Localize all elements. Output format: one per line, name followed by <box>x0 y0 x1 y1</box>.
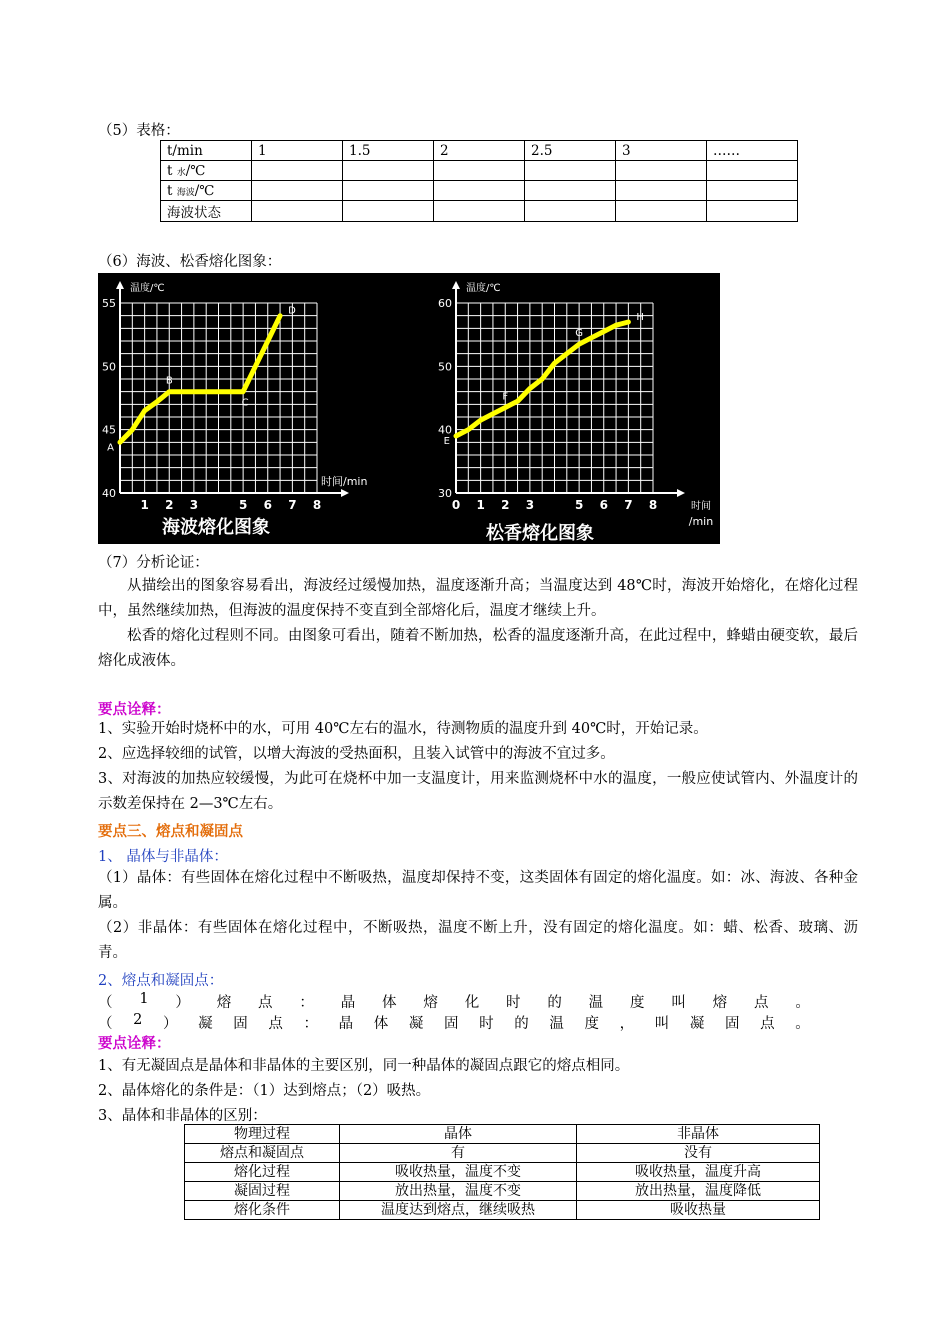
definition-char: 温 <box>549 1016 564 1032</box>
freezing-point-definition <box>98 1012 810 1033</box>
definition-char: 的 <box>547 995 562 1011</box>
x-tick-label: 8 <box>648 498 658 512</box>
point-label: C <box>241 397 249 409</box>
noncrystal-definition: （2）非晶体：有些固体在熔化过程中，不断吸热，温度不断上升，没有固定的熔化温度。如：蜡、松香、玻璃、沥青。 <box>98 920 858 961</box>
table-row <box>185 1182 820 1201</box>
table-cell: 熔点和凝固点 <box>185 1144 340 1163</box>
x-axis-label: /min <box>688 515 714 528</box>
table-row <box>161 161 798 181</box>
point-label: D <box>288 305 296 317</box>
point-label: G <box>575 328 583 340</box>
table-cell: 有 <box>340 1144 577 1163</box>
definition-char: 熔 <box>423 995 438 1011</box>
y-tick-label: 45 <box>102 423 116 437</box>
row-label: 海波状态 <box>161 201 252 222</box>
definition-char: 2 <box>133 1012 143 1028</box>
x-axis-arrow <box>677 489 685 497</box>
definition-char: 体 <box>373 1016 389 1032</box>
table-row <box>185 1163 820 1182</box>
melting-charts-figure <box>98 273 720 544</box>
key-note-item: 3、晶体和非晶体的区别： <box>98 1108 267 1124</box>
definition-char: （ <box>98 1016 113 1032</box>
definition-char: 熔 <box>216 995 232 1011</box>
definition-char: 叫 <box>671 995 686 1011</box>
definition-char: 体 <box>382 995 397 1011</box>
x-tick-label: 2 <box>501 498 510 512</box>
x-tick-label: 6 <box>599 498 608 512</box>
y-tick-label: 55 <box>102 297 116 310</box>
x-tick-label: 1 <box>140 498 149 512</box>
table-cell: 吸收热量，温度不变 <box>340 1163 577 1182</box>
definition-char: 固 <box>233 1016 248 1032</box>
definition-char: 点 <box>268 1016 283 1032</box>
x-tick-label: 7 <box>288 498 297 512</box>
table-cell: 物理过程 <box>185 1125 340 1144</box>
definition-char: ： <box>303 1016 318 1032</box>
table-cell: 凝固过程 <box>185 1182 340 1201</box>
definition-char: 晶 <box>340 995 356 1011</box>
definition-char: 凝 <box>198 1016 213 1032</box>
table-cell: 晶体 <box>340 1125 577 1144</box>
chart-title: 松香熔化图象 <box>486 523 594 544</box>
definition-char: ） <box>162 1016 178 1032</box>
x-axis-label: 时间/min <box>321 475 368 488</box>
y-axis-arrow <box>452 281 460 289</box>
key-notes-title: 要点诠释： <box>98 701 171 718</box>
row-label: t 海波/℃ <box>161 181 252 201</box>
x-tick-label: 8 <box>312 498 322 512</box>
definition-char: 凝 <box>689 1016 705 1032</box>
definition-char: 叫 <box>654 1016 670 1032</box>
table-cell: 吸收热量 <box>577 1201 820 1220</box>
x-tick-label: 3 <box>189 498 199 512</box>
table-cell: 温度达到熔点，继续吸热 <box>340 1201 577 1220</box>
definition-char: 凝 <box>408 1016 424 1032</box>
x-tick-label: 2 <box>165 498 174 512</box>
definition-char: 度 <box>630 995 645 1011</box>
point-label: B <box>165 375 173 387</box>
definition-char: 。 <box>795 1016 810 1032</box>
x-tick-label: 1 <box>476 498 485 512</box>
y-axis-label: 温度/℃ <box>130 283 165 294</box>
key-notes-title: 要点诠释： <box>98 1035 171 1052</box>
point-label: H <box>636 312 644 323</box>
y-tick-label: 60 <box>438 297 452 310</box>
row-label: t 水/℃ <box>161 161 252 181</box>
y-tick-label: 40 <box>102 487 116 500</box>
x-tick-label: 5 <box>238 498 248 512</box>
table-row <box>161 201 798 222</box>
subheading-crystal: 1、 晶体与非晶体： <box>98 849 228 865</box>
table-cell: 2 <box>434 141 525 161</box>
definition-char: 的 <box>514 1016 529 1032</box>
key-note-item: 1、有无凝固点是晶体和非晶体的主要区别，同一种晶体的凝固点跟它的熔点相同。 <box>98 1058 630 1074</box>
definition-char: 温 <box>588 995 604 1011</box>
table-cell: 1.5 <box>343 141 434 161</box>
y-axis-label: 温度/℃ <box>466 283 501 294</box>
subheading-melting-point: 2、熔点和凝固点： <box>98 973 224 989</box>
x-axis-arrow <box>341 489 349 497</box>
melting-charts-svg <box>98 273 720 544</box>
key-note-item: 2、应选择较细的试管，以增大海波的受热面积，且装入试管中的海波不宜过多。 <box>98 746 615 762</box>
definition-char: 点 <box>258 995 273 1011</box>
definition-char: 固 <box>724 1016 740 1032</box>
definition-char: 化 <box>464 995 480 1011</box>
point-label: A <box>107 442 114 454</box>
table-cell: 3 <box>616 141 707 161</box>
table-row <box>185 1201 820 1220</box>
table-cell: 放出热量，温度不变 <box>340 1182 577 1201</box>
crystal-definition: （1）晶体：有些固体在熔化过程中不断吸热，温度却保持不变，这类固体有固定的熔化温度。如：冰、海波、各种金属。 <box>98 870 858 911</box>
table-cell: 没有 <box>577 1144 820 1163</box>
y-tick-label: 50 <box>438 360 452 374</box>
table-row <box>185 1125 820 1144</box>
crystal-comparison-table <box>184 1124 820 1220</box>
point-label: F <box>502 391 509 403</box>
definition-char: ） <box>175 995 190 1011</box>
table-cell: 1 <box>252 141 343 161</box>
table-cell: 吸收热量，温度升高 <box>577 1163 820 1182</box>
x-tick-label: 7 <box>624 498 633 512</box>
key-note-item: 2、晶体熔化的条件是：（1）达到熔点；（2）吸热。 <box>98 1083 431 1099</box>
table-cell: t/min <box>161 141 252 161</box>
section-5-title: （5）表格： <box>98 123 180 139</box>
definition-char: 固 <box>443 1016 459 1032</box>
definition-char: ， <box>619 1016 635 1032</box>
analysis-paragraph-2: 松香的熔化过程则不同。由图象可看出，随着不断加热，松香的温度逐渐升高，在此过程中，蜂蜡由硬变软，最后熔化成液体。 <box>98 628 858 669</box>
x-axis-label: 时间 <box>691 501 711 512</box>
analysis-paragraph-1: 从描绘出的图象容易看出，海波经过缓慢加热，温度逐渐升高；当温度达到 48℃时，海波开始熔化，在熔化过程中，虽然继续加热，但海波的温度保持不变直到全部熔化后，温度才继续上升。 <box>98 578 858 619</box>
table-cell: …… <box>707 141 798 161</box>
x-tick-label: 3 <box>525 498 535 512</box>
y-axis-arrow <box>116 281 124 289</box>
table-row <box>161 181 798 201</box>
table-row <box>161 141 798 161</box>
table-cell: 熔化条件 <box>185 1201 340 1220</box>
definition-char: 1 <box>139 991 149 1007</box>
section-heading: 要点三、熔点和凝固点 <box>98 823 243 840</box>
definition-char: 时 <box>479 1016 494 1032</box>
table-row <box>185 1144 820 1163</box>
table-cell: 非晶体 <box>577 1125 820 1144</box>
definition-char: 。 <box>795 995 810 1011</box>
key-note-item: 1、实验开始时烧杯中的水，可用 40℃左右的温水，待测物质的温度升到 40℃时，开始记录。 <box>98 721 708 737</box>
x-tick-label: 0 <box>451 498 461 512</box>
definition-char: 时 <box>506 995 521 1011</box>
chart-title: 海波熔化图象 <box>162 517 270 538</box>
section-7-title: （7）分析论证： <box>98 555 209 571</box>
definition-char: 点 <box>760 1016 775 1032</box>
x-tick-label: 5 <box>574 498 584 512</box>
definition-char: 度 <box>584 1016 599 1032</box>
melting-point-definition <box>98 991 810 1012</box>
y-tick-label: 40 <box>438 423 452 437</box>
y-tick-label: 30 <box>438 487 452 500</box>
table-cell: 放出热量，温度降低 <box>577 1182 820 1201</box>
definition-char: 晶 <box>338 1016 354 1032</box>
table-cell: 熔化过程 <box>185 1163 340 1182</box>
definition-char: ： <box>299 995 314 1011</box>
key-note-item: 3、对海波的加热应较缓慢，为此可在烧杯中加一支温度计，用来监测烧杯中水的温度，一般应使试管内、外温度计的示数差保持在 2—3℃左右。 <box>98 771 858 812</box>
definition-char: 熔 <box>712 995 728 1011</box>
section-6-title: （6）海波、松香熔化图象： <box>98 254 282 270</box>
definition-char: 点 <box>753 995 769 1011</box>
record-table <box>160 140 798 222</box>
table-cell: 2.5 <box>525 141 616 161</box>
point-label: E <box>443 436 450 447</box>
x-tick-label: 6 <box>263 498 272 512</box>
definition-char: （ <box>98 995 113 1011</box>
y-tick-label: 50 <box>102 360 116 374</box>
